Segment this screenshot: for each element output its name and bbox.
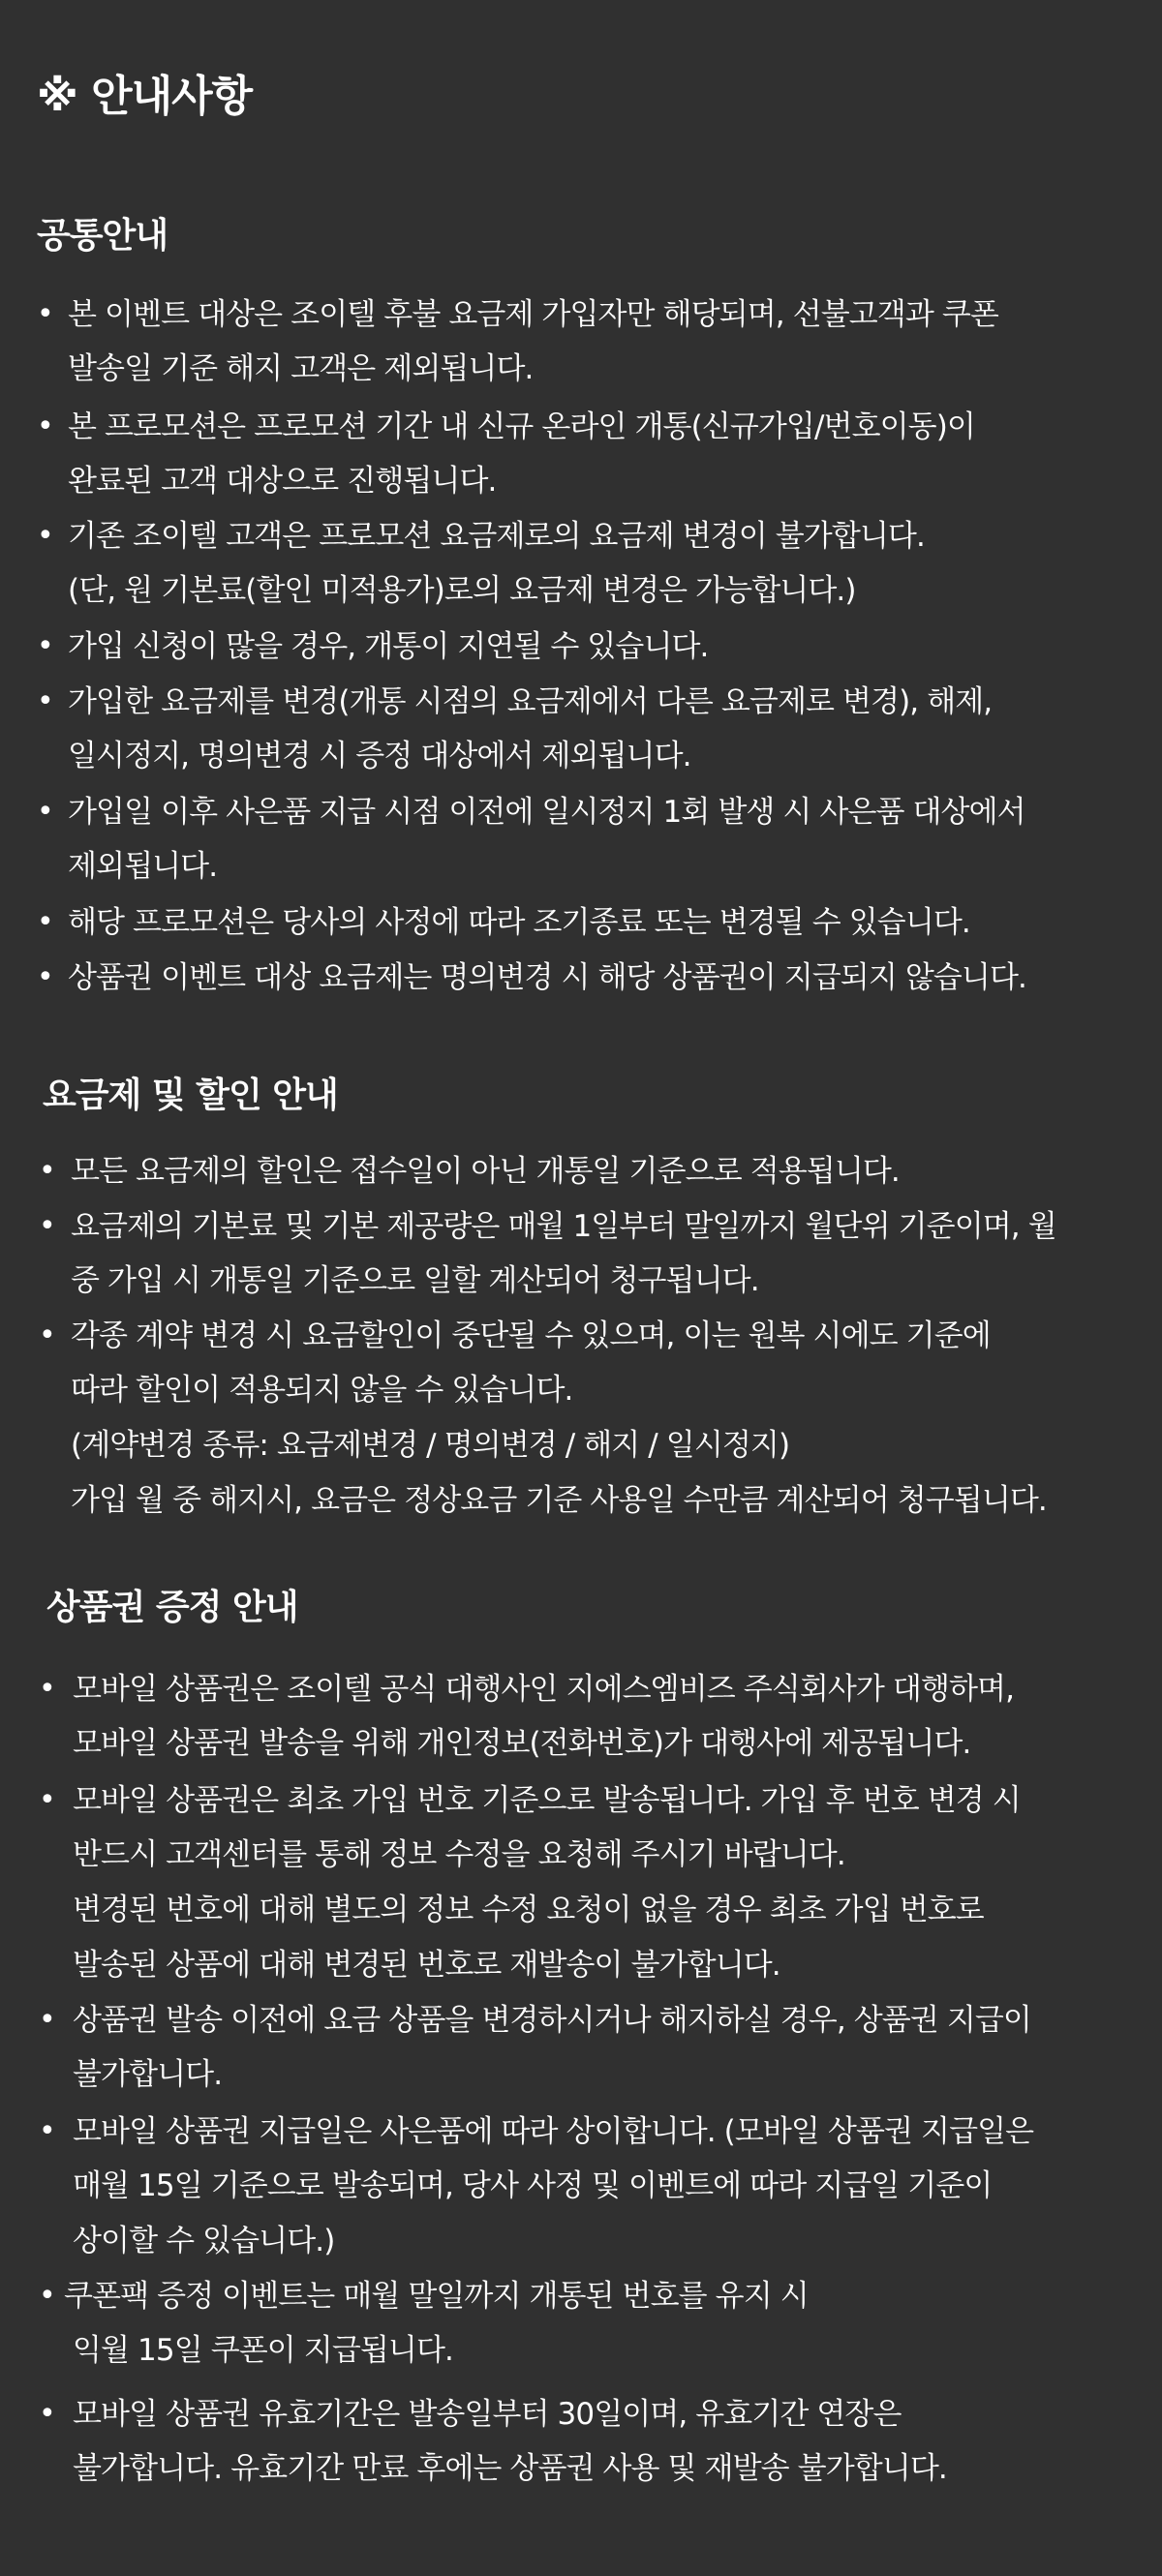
- item-text-line: 모바일 상품권 지급일은 사은품에 따라 상이합니다. (모바일 상품권 지급일은: [73, 2114, 1034, 2149]
- item-text-line: 요금제의 기본료 및 기본 제공량은 매월 1일부터 말일까지 월단위 기준이며, 월: [71, 1209, 1056, 1244]
- item-text-line: 쿠폰팩 증정 이벤트는 매월 말일까지 개통된 번호를 유지 시: [64, 2279, 809, 2314]
- item-text-line: 가입한 요금제를 변경(개통 시점의 요금제에서 다른 요금제로 변경), 해제,: [68, 684, 993, 719]
- page-title: ※ 안내사항: [37, 72, 253, 121]
- item-text-line: 상품권 이벤트 대상 요금제는 명의변경 시 해당 상품권이 지급되지 않습니다.: [68, 960, 1026, 995]
- item-text-line: 모든 요금제의 할인은 접수일이 아닌 개통일 기준으로 적용됩니다.: [71, 1154, 900, 1189]
- section-heading-pricing: 요금제 및 할인 안내: [43, 1076, 338, 1115]
- item-text-line: 모바일 상품권 발송을 위해 개인정보(전화번호)가 대행사에 제공됩니다.: [73, 1726, 971, 1761]
- item-text-line: 발송된 상품에 대해 변경된 번호로 재발송이 불가합니다.: [73, 1948, 780, 1983]
- bullet-icon: •: [37, 905, 54, 939]
- item-text-line: 매월 15일 기준으로 발송되며, 당사 사정 및 이벤트에 따라 지급일 기준이: [73, 2168, 993, 2203]
- item-text-line: 완료된 고객 대상으로 진행됩니다.: [68, 464, 497, 499]
- item-text-line: 해당 프로모션은 당사의 사정에 따라 조기종료 또는 변경될 수 있습니다.: [68, 905, 970, 940]
- section-heading-gift-card: 상품권 증정 안내: [46, 1588, 298, 1627]
- bullet-icon: •: [37, 297, 54, 331]
- item-text-line: (단, 원 기본료(할인 미적용가)로의 요금제 변경은 가능합니다.): [68, 573, 856, 608]
- bullet-icon: •: [37, 960, 54, 994]
- item-text-line: 발송일 기준 해지 고객은 제외됩니다.: [68, 351, 534, 386]
- bullet-icon: •: [39, 1672, 56, 1706]
- bullet-icon: •: [37, 684, 54, 718]
- item-text-line: 각종 계약 변경 시 요금할인이 중단될 수 있으며, 이는 원복 시에도 기준에: [71, 1318, 991, 1353]
- bullet-icon: •: [39, 1318, 56, 1352]
- item-text-line: 가입 신청이 많을 경우, 개통이 지연될 수 있습니다.: [68, 629, 709, 664]
- item-text-line: 중 가입 시 개통일 기준으로 일할 계산되어 청구됩니다.: [71, 1263, 759, 1298]
- bullet-icon: •: [39, 1154, 56, 1188]
- bullet-icon: •: [37, 795, 54, 829]
- item-text-line: 따라 할인이 적용되지 않을 수 있습니다.: [71, 1373, 573, 1408]
- bullet-icon: •: [37, 519, 54, 553]
- item-text-line: 일시정지, 명의변경 시 증정 대상에서 제외됩니다.: [68, 739, 691, 773]
- bullet-icon: •: [39, 2279, 56, 2313]
- bullet-icon: •: [37, 409, 54, 443]
- item-text-line: 모바일 상품권은 조이텔 공식 대행사인 지에스엠비즈 주식회사가 대행하며,: [73, 1672, 1015, 1707]
- bullet-icon: •: [39, 1209, 56, 1243]
- item-text-line: 불가합니다. 유효기간 만료 후에는 상품권 사용 및 재발송 불가합니다.: [73, 2451, 947, 2486]
- item-text-line: 상이할 수 있습니다.): [73, 2224, 335, 2258]
- bullet-icon: •: [39, 2114, 56, 2148]
- item-text-line: 제외됩니다.: [68, 849, 218, 884]
- section-heading-common: 공통안내: [37, 216, 168, 256]
- bullet-icon: •: [39, 2003, 56, 2037]
- bullet-icon: •: [39, 2397, 56, 2431]
- item-text-line: 모바일 상품권 유효기간은 발송일부터 30일이며, 유효기간 연장은: [73, 2397, 902, 2432]
- item-text-line: 본 이벤트 대상은 조이텔 후불 요금제 가입자만 해당되며, 선불고객과 쿠폰: [68, 297, 998, 332]
- item-text-line: 불가합니다.: [73, 2057, 223, 2092]
- bullet-icon: •: [37, 629, 54, 663]
- bullet-icon: •: [39, 1783, 56, 1817]
- item-text-line: 모바일 상품권은 최초 가입 번호 기준으로 발송됩니다. 가입 후 번호 변경 시: [73, 1783, 1021, 1818]
- item-text-line: 가입 월 중 해지시, 요금은 정상요금 기준 사용일 수만큼 계산되어 청구됩니다.: [71, 1483, 1047, 1518]
- item-text-line: 본 프로모션은 프로모션 기간 내 신규 온라인 개통(신규가입/번호이동)이: [68, 409, 975, 444]
- item-text-line: 가입일 이후 사은품 지급 시점 이전에 일시정지 1회 발생 시 사은품 대상에서: [68, 795, 1025, 830]
- item-text-line: 기존 조이텔 고객은 프로모션 요금제로의 요금제 변경이 불가합니다.: [68, 519, 925, 554]
- item-text-line: 익월 15일 쿠폰이 지급됩니다.: [73, 2333, 453, 2368]
- item-text-line: (계약변경 종류: 요금제변경 / 명의변경 / 해지 / 일시정지): [71, 1428, 790, 1463]
- item-text-line: 반드시 고객센터를 통해 정보 수정을 요청해 주시기 바랍니다.: [73, 1837, 845, 1872]
- item-text-line: 상품권 발송 이전에 요금 상품을 변경하시거나 해지하실 경우, 상품권 지급이: [73, 2003, 1031, 2038]
- item-text-line: 변경된 번호에 대해 별도의 정보 수정 요청이 없을 경우 최초 가입 번호로: [73, 1893, 984, 1927]
